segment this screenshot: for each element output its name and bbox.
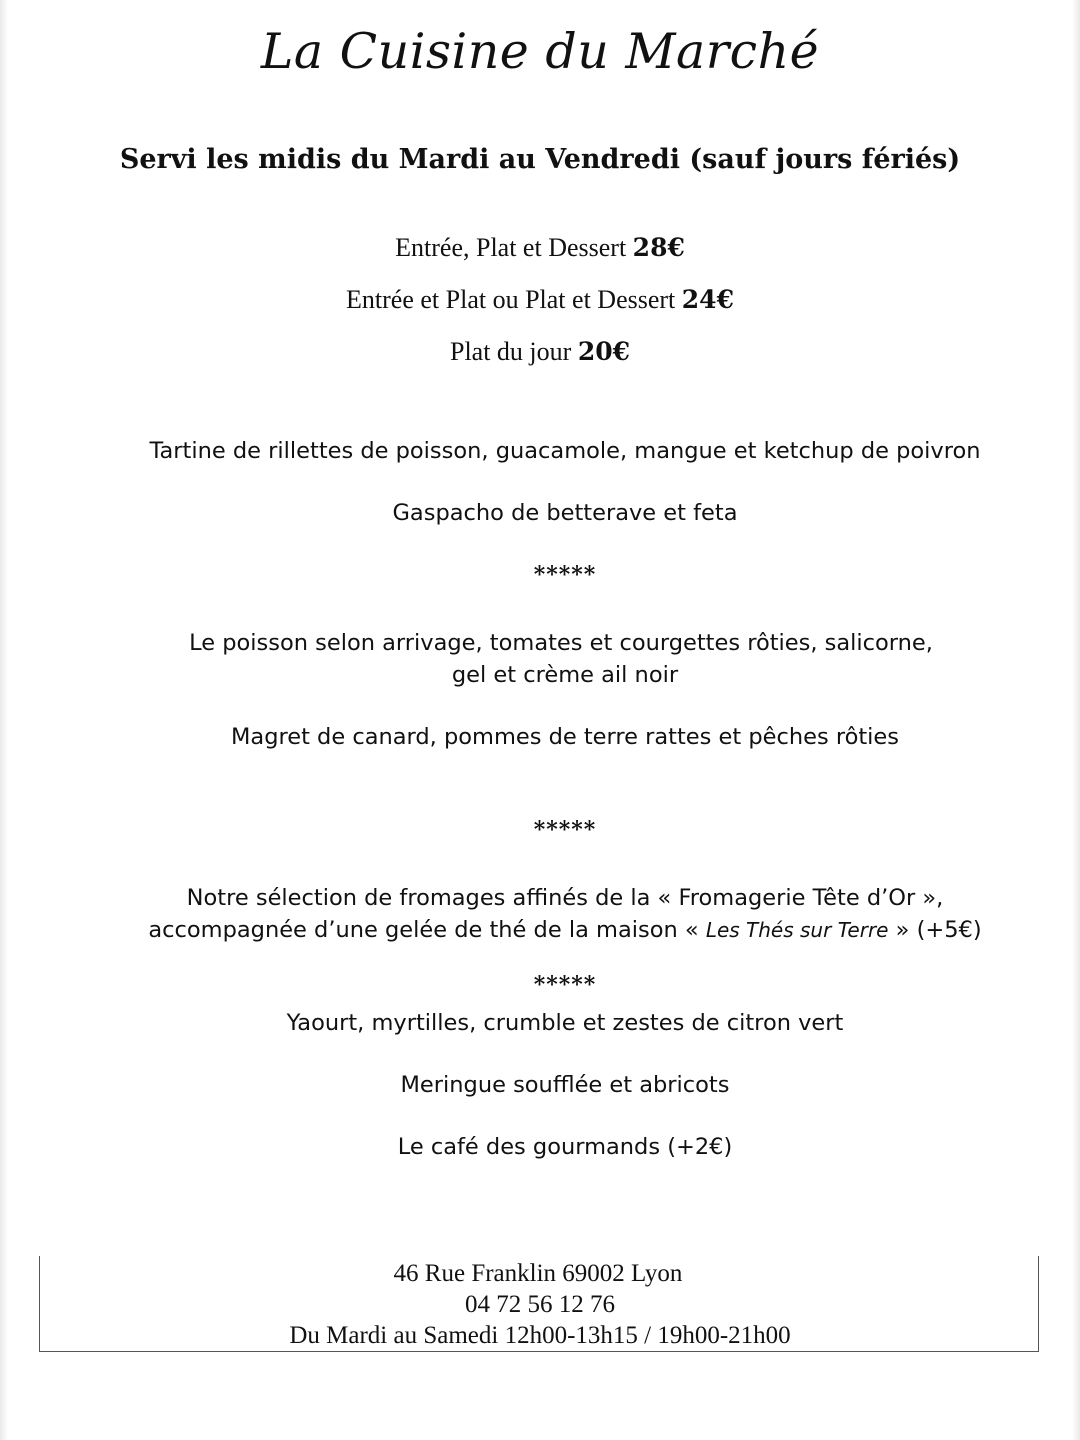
cheese-line2-start: accompagnée d’une gelée de thé de la maison « (148, 917, 706, 943)
formula-label: Plat du jour (449, 337, 578, 366)
section-separator: ***** (533, 972, 597, 998)
cheese-line2 (25, 914, 1080, 946)
footer-hours: Du Mardi au Samedi 12h00-13h15 / 19h00-21h00 (289, 1322, 791, 1349)
service-subtitle: Servi les midis du Mardi au Vendredi (sauf jours fériés) (119, 144, 961, 175)
starter-item: Gaspacho de betterave et feta (392, 500, 738, 526)
main-duck: Magret de canard, pommes de terre rattes et pêches rôties (231, 724, 899, 750)
section-separator: ***** (533, 817, 597, 843)
footer-address: 46 Rue Franklin 69002 Lyon (393, 1260, 683, 1287)
dessert-item: Le café des gourmands (+2€) (397, 1134, 733, 1160)
section-separator: ***** (533, 562, 597, 588)
main-fish-line1: Le poisson selon arrivage, tomates et courgettes rôties, salicorne, (189, 630, 933, 656)
page-edge-right (1072, 0, 1080, 1440)
formula-price: 24€ (681, 285, 734, 314)
formula-label: Entrée, Plat et Dessert (395, 233, 633, 262)
restaurant-title: La Cuisine du Marché (260, 23, 820, 80)
formula-price: 28€ (632, 233, 685, 262)
dessert-item: Yaourt, myrtilles, crumble et zestes de citron vert (286, 1010, 844, 1036)
main-fish-line2: gel et crème ail noir (451, 662, 679, 688)
formula-two-courses (0, 283, 1080, 317)
formula-price: 20€ (577, 337, 631, 366)
cheese-line2-end: » (+5€) (888, 917, 982, 943)
formula-label: Entrée et Plat ou Plat et Dessert (346, 285, 682, 314)
dessert-item: Meringue soufflée et abricots (400, 1072, 730, 1098)
cheese-line1: Notre sélection de fromages affinés de la « Fromagerie Tête d’Or », (186, 885, 944, 911)
tea-house-name: Les Thés sur Terre (705, 918, 889, 942)
page-edge-left (0, 0, 8, 1440)
footer-phone: 04 72 56 12 76 (465, 1291, 615, 1318)
formula-three-courses (0, 231, 1080, 265)
formula-dish-of-day (0, 335, 1080, 369)
starter-item: Tartine de rillettes de poisson, guacamole, mangue et ketchup de poivron (149, 438, 981, 464)
